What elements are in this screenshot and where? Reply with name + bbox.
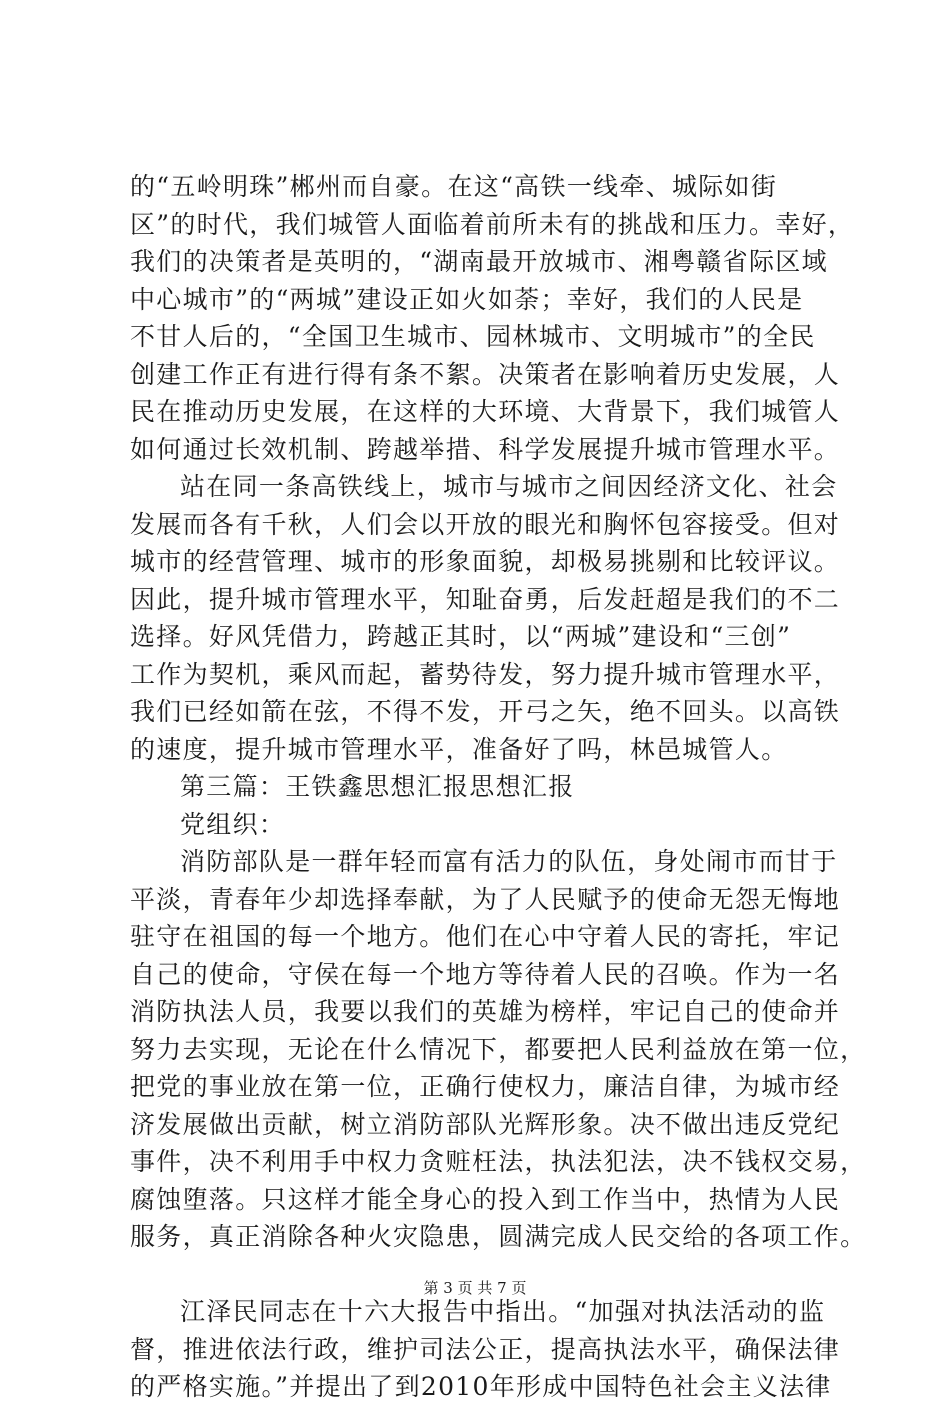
paragraph-line: 不甘人后的，“全国卫生城市、园林城市、文明城市”的全民 bbox=[130, 322, 816, 351]
paragraph-line: 努力去实现，无论在什么情况下，都要把人民利益放在第一位， bbox=[130, 1034, 867, 1064]
paragraph-line: 民在推动历史发展，在这样的大环境、大背景下，我们城管人 bbox=[130, 397, 841, 426]
paragraph-line: 我们的决策者是英明的，“湖南最开放城市、湘粤赣省际区域 bbox=[130, 247, 828, 276]
paragraph-line: 因此，提升城市管理水平，知耻奋勇，后发赶超是我们的不二 bbox=[130, 584, 841, 614]
paragraph-line: 把党的事业放在第一位，正确行使权力，廉洁自律，为城市经 bbox=[130, 1072, 841, 1101]
paragraph-line: 我们已经如箭在弦，不得不发，开弓之矢，绝不回头。以高铁 bbox=[130, 697, 841, 726]
paragraph-line: 工作为契机，乘风而起，蓄势待发，努力提升城市管理水平， bbox=[130, 659, 841, 689]
paragraph-line: 督，推进依法行政，维护司法公正，提高执法水平，确保法律 bbox=[130, 1334, 841, 1364]
paragraph-line: 江泽民同志在十六大报告中指出。“加强对执法活动的监 bbox=[180, 1297, 826, 1326]
paragraph-line: 发展而各有千秋，人们会以开放的眼光和胸怀包容接受。但对 bbox=[130, 509, 841, 539]
paragraph-line: 消防部队是一群年轻而富有活力的队伍，身处闹市而甘于 bbox=[180, 847, 838, 876]
paragraph-line: 中心城市”的“两城”建设正如火如荼；幸好，我们的人民是 bbox=[130, 284, 804, 314]
paragraph-line: 的速度，提升城市管理水平，准备好了吗，林邑城管人。 bbox=[130, 734, 788, 764]
salutation: 党组织： bbox=[180, 809, 286, 839]
paragraph-line: 的严格实施。”并提出了到2010年形成中国特色社会主义法律 bbox=[130, 1372, 832, 1401]
paragraph-line: 选择。好风凭借力，跨越正其时，以“两城”建设和“三创” bbox=[130, 622, 792, 651]
paragraph-line: 自己的使命，守侯在每一个地方等待着人民的召唤。作为一名 bbox=[130, 959, 841, 989]
document-body bbox=[130, 168, 867, 1406]
paragraph-line: 平淡，青春年少却选择奉献，为了人民赋予的使命无怨无悔地 bbox=[130, 884, 841, 914]
paragraph-line: 创建工作正有进行得有条不絮。决策者在影响着历史发展，人 bbox=[130, 359, 841, 389]
paragraph-line: 驻守在祖国的每一个地方。他们在心中守着人民的寄托，牢记 bbox=[130, 922, 841, 951]
page-number-footer: 第 3 页 共 7 页 bbox=[423, 1279, 527, 1297]
paragraph-line: 区”的时代，我们城管人面临着前所未有的挑战和压力。幸好， bbox=[130, 209, 855, 239]
paragraph-line: 城市的经营管理、城市的形象面貌，却极易挑剔和比较评议。 bbox=[130, 547, 841, 576]
paragraph-line: 站在同一条高铁线上，城市与城市之间因经济文化、社会 bbox=[180, 472, 838, 501]
paragraph-line: 事件，决不利用手中权力贪赃枉法，执法犯法，决不钱权交易， bbox=[130, 1147, 867, 1176]
paragraph-line: 的“五岭明珠”郴州而自豪。在这“高铁一线牵、城际如街 bbox=[130, 172, 778, 201]
paragraph-line: 消防执法人员，我要以我们的英雄为榜样，牢记自己的使命并 bbox=[130, 997, 841, 1026]
section-heading: 第三篇：王铁鑫思想汇报思想汇报 bbox=[180, 772, 575, 801]
paragraph-line: 服务，真正消除各种火灾隐患，圆满完成人民交给的各项工作。 bbox=[130, 1222, 867, 1251]
paragraph-line: 如何通过长效机制、跨越举措、科学发展提升城市管理水平。 bbox=[130, 434, 841, 464]
paragraph-line: 济发展做出贡献，树立消防部队光辉形象。决不做出违反党纪 bbox=[130, 1109, 841, 1139]
paragraph-line: 腐蚀堕落。只这样才能全身心的投入到工作当中，热情为人民 bbox=[130, 1184, 841, 1214]
